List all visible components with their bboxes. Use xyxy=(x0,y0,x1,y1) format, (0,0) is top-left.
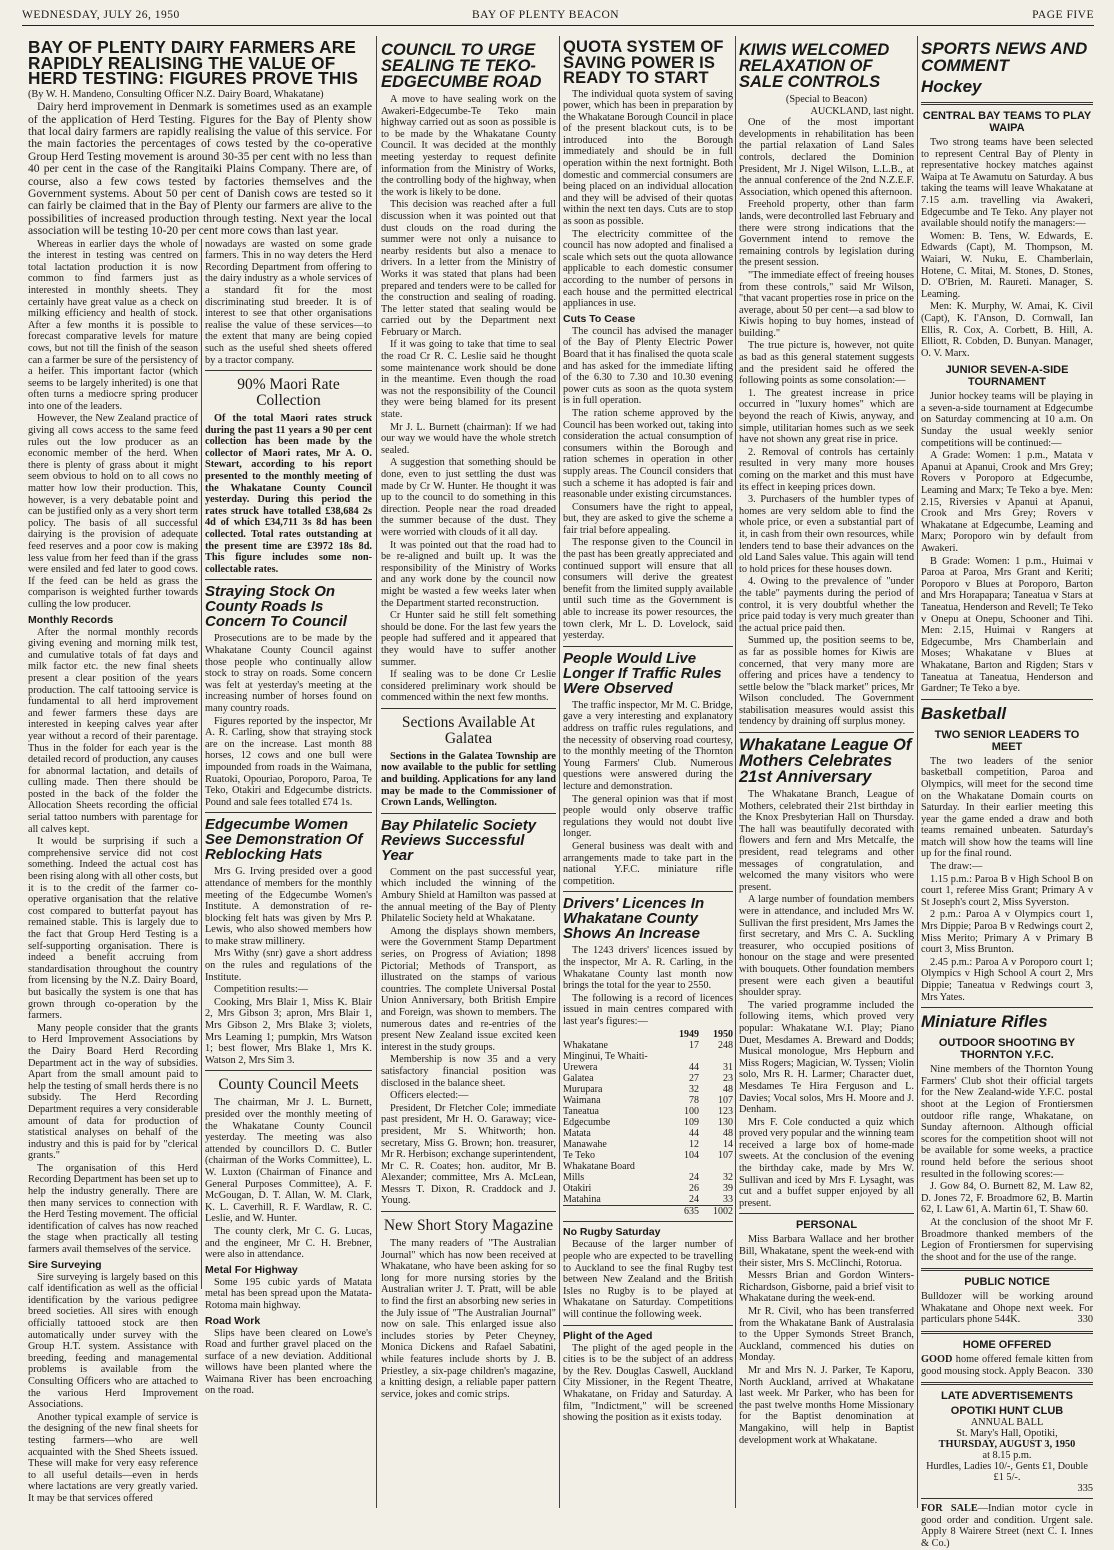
licence-count xyxy=(699,1051,733,1062)
article-para: Officers elected:— xyxy=(390,1090,469,1102)
article-para: Sire surveying is largely based on this calf identification as well as the official identification by the various pedigree breed societies. All sires with enough officially tattooed stock are then automatically under survey with the Group H.T. system. Assistance with breeding, feeding and managemental problems is available from the Consulting Officers who are attached to the various Herd Improvement Associations. xyxy=(28,1271,198,1411)
article-para: The traffic inspector, Mr M. C. Bridge, gave a very interesting and explanatory address on traffic rules regulations, and the necessity of observing road courtesy, to the monthly meeting of the Thornton Young Farmers' Club. Numerous questions were answered during the lecture and demonstration. xyxy=(563,699,733,792)
licence-place: Te Teko xyxy=(563,1150,596,1162)
edgecumbe-women-heading: Edgecumbe Women See Demonstration Of Reblocking Hats xyxy=(205,816,363,864)
article-para: Mr J. L. Burnett (chairman): If we had our way we would have the whole stretch sealed. xyxy=(381,421,556,456)
article-para: Junior hockey teams will be playing in a seven-a-side tournament at Edgecumbe on Saturday commencing at 10 a.m. On Sunday the usual weekly senior competitions will be continued:— xyxy=(921,391,1093,449)
for-sale-ad xyxy=(921,1503,1093,1549)
article-para: Comment on the past successful year, which included the winning of the Ambury Shield at Hamilton was passed at the annual meeting of the Bay of Plenty Philatelic Society held at Whakatane. xyxy=(381,866,556,925)
licence-total: 635 xyxy=(665,1206,699,1218)
licence-count xyxy=(699,1161,733,1172)
article-para: The true picture is, however, not quite as bad as this general statement suggests and the president said he offered the following points as some consolation:— xyxy=(739,340,914,387)
article-para: Summed up, the position seems to be, as far as possible homes for Kiwis are concerned, that very many more are offering and prices have a tendency to settle below the "black market" prices, Mr Wilson concluded. The Government stabilisation measures would assist this tendency by draining off surplus money. xyxy=(739,635,914,728)
article-para: The many readers of "The Australian Journal" which has now been received at Whakatane, who have been asking for so long for more nursing stories by the Australian writer J. T. Pratt, will be able to find the first an absorbing new series in the July issue of "The Australian Journal" now on sale. This enlarged issue also includes stories by Peter Cheyney, Monica Dickens and Rafael Sabatini, while features include shorts by J. B. Priestley, a six-page children's magazine, a knitting design, a reliable paper pattern service, jokes and comic strips. xyxy=(381,1238,556,1400)
licence-place: Urewera xyxy=(563,1062,598,1074)
licence-count xyxy=(665,1051,699,1062)
article-para: Membership is now 35 and a very satisfactory financial position was disclosed in the balance sheet. xyxy=(381,1054,556,1089)
licence-place: Whakatane xyxy=(563,1040,608,1052)
divider xyxy=(921,699,1093,700)
article-para: The chairman, Mr J. L. Burnett, presided over the monthly meeting of the Whakatane County Council yesterday. The meeting was also attended by councillors D. C. Butler (chairman of the Works Committee), L. W. Luxton (Chairman of Finance and General Purposes Committee), A. F. McGougan, D. T. Allan, W. M. Clark, K. L. Caverhill, R. F. Wardlaw, R. C. Leslie, and W. Hunter. xyxy=(205,1097,372,1225)
article-para: The following is a record of licences issued in main centres compared with last year's figures:— xyxy=(563,992,733,1027)
licence-row xyxy=(563,1139,733,1150)
article-para: 4. Owing to the prevalence of "under the table" payments during the period of control, it is very doubtful whether the price paid today is very much greater than the actual price paid then. xyxy=(739,576,914,634)
licence-place: Taneatua xyxy=(563,1106,599,1118)
article-para: Mr R. Civil, who has been transferred from the Whakatane Bank of Australasia to the Upper Symonds Street Branch, Auckland, commenced his duties on Monday. xyxy=(739,1306,914,1364)
ad-number: 330 xyxy=(1077,1365,1093,1377)
dairy-lead-para: Dairy herd improvement in Denmark is sometimes used as an example of the application of Herd Testing. Figures for the Bay of Plenty show that local dairy farmers are rapidly realising the value of this service. For the main factories the percentages of cows tested by the co-operative Group Herd Testing movement is around 30-35 per cent with no less than 40 per cent in the case of the Rangitaiki Plains Company. There are, of course, also a few cows tested by factories themselves and the Government systems. About 50 per cent of Danish cows are tested so it can fairly be claimed that in the Bay of Plenty our farmers are alive to the possibilities of increased production through testing. Next year the local association will be testing 10-20 per cent more cows than last year. xyxy=(28,100,372,238)
subheading-road-work: Road Work xyxy=(205,1314,261,1327)
licence-place: Matata xyxy=(563,1128,591,1140)
licence-row xyxy=(563,1051,733,1062)
dairy-headline: BAY OF PLENTY DAIRY FARMERS ARE RAPIDLY REALISING THE VALUE OF HERD TESTING: FIGURES PROVE THIS xyxy=(28,37,359,88)
article-para: Sections in the Galatea Township are now available to the public for settling and building. Applications for any land may be made to the Commissioner of Crown Lands, Wellington. xyxy=(381,750,556,809)
column-dairy xyxy=(28,38,372,1508)
article-para: Two strong teams have been selected to represent Central Bay of Plenty in representative hockey matches against Waipa at Te Awamutu on Saturday. A bus taking the teams will leave Whakatane at 7.15 a.m. travelling via Awakeri, Edgecumbe and Te Teko. Any player not available should notify the managers:— xyxy=(921,137,1093,230)
licence-count: 32 xyxy=(723,1172,733,1184)
subheading-monthly: Monthly Records xyxy=(28,613,114,626)
dairy-left-subcolumn xyxy=(28,238,198,1504)
licence-count: 17 xyxy=(689,1040,699,1052)
article-para: "The immediate effect of freeing houses from these controls," said Mr Wilson, "that vacant properties rose in price on the average, about 50 per cent—a sad blow to Kiwis hoping to buy homes, instead of building." xyxy=(739,269,914,339)
licence-row xyxy=(563,1106,733,1117)
article-para: The plight of the aged people in the cities is to be the subject of an address by the Rev. Douglas Caswell, Auckland City Missioner, in the Regent Theatre, Whakatane, on Friday and Saturday. A film, "Indictment," will be screened showing the position as it exists today. xyxy=(563,1342,733,1424)
licence-count: 48 xyxy=(723,1084,733,1096)
licence-count: 24 xyxy=(689,1172,699,1184)
article-para: The general opinion was that if most people would only observe traffic regulations they would not doubt live longer. xyxy=(563,793,733,840)
article-para: Another typical example of service is the designing of the new final sheets for testing farmers—who are well acquainted with the Shed Sheets issued. These will make for very easy reference to all useful details—even in herds where lactations are very greatly varied. It may be that services offered xyxy=(28,1411,198,1504)
year-header: 1950 xyxy=(713,1029,733,1041)
rugby-heading: No Rugby Saturday xyxy=(563,1226,661,1239)
divider xyxy=(563,1325,733,1326)
licence-place: Manawahe xyxy=(563,1139,607,1151)
licence-count: 107 xyxy=(718,1095,733,1107)
licence-count: 109 xyxy=(684,1117,699,1129)
column-council xyxy=(381,38,556,1508)
article-para: Many people consider that the grants to Herd Improvement Associations by the Dairy Board Herd Recording Department act in the way of subsidies. Apart from the small amount paid to help the testing of small herds there is no subsidy. The Herd Recording Department requires a very considerable amount of data for production of statistical analyses on behalf of the industry and this is paid for by "clerical grants." xyxy=(28,1022,198,1162)
licence-total-spacer xyxy=(563,1206,665,1218)
rifles-heading: Miniature Rifles xyxy=(921,1012,1048,1032)
article-para: Men: K. Murphy, W. Amai, K. Civil (Capt), K. I'Anson, D. Cornwall, Ian Ellis, R. Cox, A. Corbett, B. Hill, A. Elliott, R. Cobden, D. Bunyan. Manager, O. V. Marx. xyxy=(921,301,1093,359)
galatea-article xyxy=(381,751,556,809)
article-para: Cooking, Mrs Blair 1, Miss K. Blair 2, Mrs Gibson 3; apron, Mrs Blair 1, Mrs Gibson 2, Mrs Blake 3; violets, Mrs Leaming 1; pumpkin, Mrs Watson 1; best flower, Mrs Blake 1, Mrs K. Watson 2, Mrs Sim 3. xyxy=(205,996,372,1066)
article-para: The county clerk, Mr C. G. Lucas, and the engineer, Mr C. H. Brebner, were also in attendance. xyxy=(205,1225,372,1261)
divider xyxy=(205,579,372,580)
licence-count: 104 xyxy=(684,1150,699,1162)
aged-heading: Plight of the Aged xyxy=(563,1329,653,1342)
article-para: One of the most important developments in rehabilitation has been the partial relaxation of Land Sales controls, declared the Dominion President, Mr J. Nigel Wilson, L.L.B., at the annual conference of the 2nd N.Z.E.F. Association, which opened this afternoon. xyxy=(739,117,914,198)
article-para: At the conclusion of the shoot Mr F. Broadmore thanked members of the Legion of Frontiersmen for supervising the shoot and for the use of the range. xyxy=(921,1216,1093,1263)
article-para: Some 195 cubic yards of Matata metal has been spread upon the Matata-Rotoma main highway. xyxy=(205,1276,372,1311)
licence-count: 100 xyxy=(684,1106,699,1118)
dairy-subcolumns xyxy=(28,238,372,1504)
article-para: It would be surprising if such a comprehensive service did not cost something. Indeed the actual cost has been rising along with all other costs, but it is to the credit of the farmer co-operative organisation that the relative cost compared to butterfat payout has remained stable. This is largely due to the fact that Group Herd Testing is a self-supporting organisation. There is indeed a benefit accruing from standardisation throughout the country from licensing by the N.Z. Dairy Board, but basically the system is one that has grown through co-operation by the farmers. xyxy=(28,836,198,1022)
column-rule xyxy=(735,36,736,1508)
article-para: Consumers have the right to appeal, but, they are asked to give the scheme a fair trial before appealing. xyxy=(563,501,733,536)
dateline: AUCKLAND, last night. xyxy=(810,105,914,117)
licence-place: Waimana xyxy=(563,1095,601,1107)
column-kiwis xyxy=(739,38,914,1508)
article-para: The Whakatane Branch, League of Mothers, celebrated their 21st birthday in the Knox Presbyterian Hall on Thursday. The hall was beautifully decorated with flowers and fern and Mrs Metcalfe, the president, read telegrams and other messages of congratulation, and welcomed the many visitors who were present. xyxy=(739,789,914,893)
drivers-licences-heading: Drivers' Licences In Whakatane County Shows An Increase xyxy=(563,895,705,943)
article-para: Miss Barbara Wallace and her brother Bill, Whakatane, spent the week-end with their sister, Mrs S. McClinchi, Rotorua. xyxy=(739,1234,914,1269)
article-para: After the normal monthly records giving evening and morning milk test, and cumulative totals of fat days and milk factor etc. the new final sheets present a clear position of the years production. The calf tattooing service is fundamental to all herd improvement and fewer farmers these days are interested in keeping calves year after year without a record of their parentage. Thus in the folder for each year is the detailed record of production, any causes for abnormal lactation, and details of culling made. Then there should be posted in the back of the folder the Allocation Sheets recording the official serial tattoo numbers with parentage for all calves kept. xyxy=(28,626,198,835)
quota-headline: QUOTA SYSTEM OF SAVING POWER IS READY TO START xyxy=(563,38,724,87)
licence-count: 48 xyxy=(723,1128,733,1140)
page-number: PAGE FIVE xyxy=(1032,9,1094,21)
licence-count: 12 xyxy=(689,1139,699,1151)
ad-text xyxy=(921,1354,1093,1377)
column-quota xyxy=(563,38,733,1508)
article-para: The draw:— xyxy=(930,861,983,873)
article-para: Freehold property, other than farm lands, were decontrolled last February and there were strong indications that the Government intend to remove the remaining controls by legislation during the present session. xyxy=(739,199,914,269)
article-para: Nine members of the Thornton Young Farmers' Club shot their official targets for the New Zealand-wide Y.F.C. postal shoot at the Legion of Frontiersmen outdoor rifle range, Whakatane, on Sunday afternoon. Although official scores for the competition shoot will not be available for some weeks, a practice round held before the serious shoot resulted in the following scores:— xyxy=(921,1064,1093,1180)
licence-count: 24 xyxy=(689,1194,699,1206)
divider xyxy=(205,1070,372,1071)
article-para: A suggestion that something should be done, even to just settling the dust was made by Cr W. Hunter. He thought it was up to the council to do something in this direction. People near the road dreaded the summer because of the dust. They were worried with clouds of it all day. xyxy=(381,457,556,538)
ad-lead: FOR SALE xyxy=(921,1503,978,1515)
ad-number: 330 xyxy=(1077,1314,1093,1326)
ad-lead: GOOD xyxy=(921,1354,953,1366)
article-para: 3. Purchasers of the humbler types of homes are very seldom able to find the whole price, or even a substantial part of it, in cash from their own resources, while lenders tend to base their advances on the old Land Sales value. This again will tend to hold prices for these houses down. xyxy=(739,494,914,575)
divider xyxy=(921,1498,1093,1499)
article-para: 1. The greatest increase in price occurred in "luxury homes" which are beyond the reach of Kiwis, anyway, and simple, utilitarian homes such as we seek have not shown any great rise in price. xyxy=(739,387,914,446)
kiwis-headline: KIWIS WELCOMED RELAXATION OF SALE CONTROLS xyxy=(739,41,890,91)
licence-row xyxy=(563,1117,733,1128)
divider xyxy=(921,102,1093,105)
straying-stock-heading: Straying Stock On County Roads Is Concern To Council xyxy=(205,583,347,631)
divider xyxy=(205,370,372,371)
licence-row xyxy=(563,1150,733,1161)
article-para: The two leaders of the senior basketball competition, Paroa and Olympics, will meet for the second time on the Whakatane Domain courts on Saturday. In their earlier meeting this year the game ended a draw and both teams remained unbeaten. Saturday's match will show how the teams will line up for the final round. xyxy=(921,755,1093,860)
licence-count: 130 xyxy=(718,1117,733,1129)
licence-place: Otakiri xyxy=(563,1183,592,1195)
licence-count: 26 xyxy=(689,1183,699,1195)
central-bay-heading: CENTRAL BAY TEAMS TO PLAY WAIPA xyxy=(922,110,1092,134)
article-para: Slips have been cleared on Lowe's Road and further gravel placed on the surface of a new deviation. Additional willows have been planted where the Waimana River has been encroaching on the road. xyxy=(205,1327,372,1397)
licence-table xyxy=(563,1029,733,1217)
article-para: The varied programme included the following items, which proved very popular: Whakatane W.I. Play; Piano Duet, Mesdames A. Breward and Dodds; Musical monologue, Mrs Hepburn and Miss Rogers; Magician, W. Tyssen; Violin solo, Mrs R. H. Larmer; Character duet, Mesdames Te Hira Ferguson and L. Davies; Vocal solos, Mrs H. Moore and J. Denham. xyxy=(739,999,914,1116)
article-para: Women: B. Tens, W. Edwards, E. Edwards (Capt), M. Thompson, M. Waiari, W. Nuku, E. Chamberlain, Hotene, C. Mitai, M. Stones, D. Stones, D. O'Brien, M. Raureti. Manager, S. Leaming. xyxy=(921,230,1093,300)
article-para: Messrs Brian and Gordon Winters-Richardson, Gisborne, paid a brief visit to Whakatane during the week-end. xyxy=(739,1270,914,1305)
subcolumn-rule xyxy=(201,239,202,1289)
home-offered-ad xyxy=(921,1354,1093,1377)
hockey-heading: Hockey xyxy=(921,77,982,96)
licence-place: Mills xyxy=(563,1172,585,1184)
article-para: This decision was reached after a full discussion when it was pointed out that dust clouds on the road during the summer were not only a nuisance to nearby residents but also a menace to drivers. In a letter from the Ministry of Works it was stated that plans had been prepared and tenders were to be called for the construction and sealing of roading. The letter stated that sealing would be carried out by the Department next February or March. xyxy=(381,199,556,338)
article-para: If it was going to take that time to seal the road Cr R. C. Leslie said he thought some maintenance work should be done in the meantime. Even though the road was not the responsibility of the Council they were being blamed for its present state. xyxy=(381,339,556,421)
article-para: Prosecutions are to be made by the Whakatane County Council against those people who continually allow stock to stray on roads. Some concern was felt at yesterday's meeting at the increasing number of horses found on many country roads. xyxy=(205,633,372,714)
ball-date: THURSDAY, AUGUST 3, 1950 xyxy=(938,1439,1076,1451)
licence-count: 23 xyxy=(723,1073,733,1085)
article-para: 2 p.m.: Paroa A v Olympics court 1, Mrs Dippie; Paroa B v Redwings court 2, Miss Merito; Primary A v Primary B court 3, Miss Brunton. xyxy=(921,909,1093,956)
divider xyxy=(381,708,556,709)
licence-count: 107 xyxy=(718,1150,733,1162)
licence-row xyxy=(563,1040,733,1051)
article-para: The ration scheme approved by the Council has been worked out, taking into consideration the actual consumption of consumers within the Borough and ration schemes in operation in other supply areas. The Council considers that such a scheme it has adopted is fair and reasonable under existing circumstances. xyxy=(563,407,733,501)
special-to-beacon: (Special to Beacon) xyxy=(785,94,868,105)
sports-headline: SPORTS NEWS AND COMMENT xyxy=(921,39,1088,75)
divider xyxy=(921,1007,1093,1008)
hunt-club-name: OPOTIKI HUNT CLUB xyxy=(950,1405,1064,1418)
article-para: J. Gow 84, O. Burnett 82, M. Law 82, D. Jones 72, F. Broadmore 62, B. Martin 62, I. Law 61, A. Martin 61, T. Shaw 60. xyxy=(921,1181,1093,1216)
public-notice-ad xyxy=(921,1291,1093,1326)
article-para: A large number of foundation members were in attendance, and included Mrs W. Sullivan the first president, Mrs James the first secretary, and Mrs C. A. Suckling treasurer, who occupied positions of honour on the stage and were presented with bouquets. Other foundation members present were each given a beautiful shoulder spray. xyxy=(739,894,914,999)
ad-body: home offered female kitten from good mousing stock. Apply Beacon. xyxy=(921,1354,1093,1377)
article-para: General business was dealt with and arrangements made to take part in the national Y.F.C. miniature rifle competition. xyxy=(563,840,733,887)
article-para: The electricity committee of the council has now adopted and finalised a scale which sets out the quota allowance applicable to each domestic consumer according to the number of persons in each house and the permitted electrical appliances in use. xyxy=(563,228,733,310)
home-offered-heading: HOME OFFERED xyxy=(962,1339,1052,1352)
licence-count: 31 xyxy=(723,1062,733,1074)
licence-table-header xyxy=(563,1029,733,1040)
late-ads-heading: LATE ADVERTISEMENTS xyxy=(940,1390,1073,1403)
licence-row xyxy=(563,1073,733,1084)
article-para: Figures reported by the inspector, Mr A. R. Carling, show that straying stock are on the increase. Last month 88 horses, 12 cows and one bull were impounded from roads in the Waimana, Ruatoki, Opouriao, Poroporo, Paroa, Te Teko, Otakiri and Edgecumbe districts. Pound and sale fees totalled £74 1s. xyxy=(205,715,372,808)
dairy-right-subcolumn xyxy=(205,238,372,1397)
article-para: The 1243 drivers' licences issued by the inspector, Mr A. R. Carling, in the Whakatane County last month now brings the total for the year to 2550. xyxy=(563,945,733,992)
article-para: A Grade: Women: 1 p.m., Matata v Apanui at Apanui, Crook and Mrs Grey; Rovers v Poroporo at Edgecumbe, Leaming and Marx; Te Teko a bye. Men: 2.15, Riversies v Apanui at Apanui, Crook and Mrs Grey; Rovers v Whakatane at Edgecumbe, Leaming and Marx; Poroporo win by default from Awakeri. xyxy=(921,450,1093,554)
licence-count xyxy=(665,1161,699,1172)
article-para: It was pointed out that the road had to be re-aligned and built up. It was the responsibility of the Ministry of Works and any work done by the council now might be wasted a few weeks later when the Department started reconstruction. xyxy=(381,539,556,609)
ball-prices: Hurdles, Ladies 10/-, Gents £1, Double £1 5/-. xyxy=(926,1461,1088,1484)
subheading-sire: Sire Surveying xyxy=(28,1258,102,1271)
divider xyxy=(563,1221,733,1222)
licence-total: 1002 xyxy=(699,1206,733,1218)
dairy-byline: (By W. H. Mandeno, Consulting Officer N.Z. Dairy Board, Whakatane) xyxy=(28,88,324,100)
article-para: However, the New Zealand practice of giving all cows access to the same feed rules out the low producer as an economic member of the herd. When there is plenty of grass about it might seem obvious to hold on to all cows no matter how low their production. This, however, is a very debatable point and can be justified only as a very short term policy. The basis of all successful dairying is the provision of adequate feed reserves and a poor cow is making less value from her feed than if the grass were ensiled and fed later to good cows. If the feed can be held as grass the comparison is weighted further towards culling the low producer. xyxy=(28,413,198,610)
divider xyxy=(739,1213,914,1214)
licence-row xyxy=(563,1128,733,1139)
dairy-lead xyxy=(28,101,372,237)
philatelic-heading: Bay Philatelic Society Reviews Successful Year xyxy=(381,816,537,864)
licence-row xyxy=(563,1095,733,1106)
article-para: Whereas in earlier days the whole of the interest in testing was centred on total lactation production it is now common to find farmers just as interested in monthly sheets. They certainly have great value as a check on milking efficiency and health of stock. After a few months it is possible to forecast comparative levels for mature cows, but not till the finish of the season can a farmer be sure of the persistency of a heifer. This important factor (which seems to be largely inherited) is one that often turns a mediocre spring producer into one of the leaders. xyxy=(28,238,198,412)
divider xyxy=(205,812,372,813)
licence-row xyxy=(563,1183,733,1194)
divider xyxy=(921,1268,1093,1271)
licence-count: 39 xyxy=(723,1183,733,1195)
article-para: nowadays are wasted on some grade farmers. This in no way deters the Herd Recording Department from offering to the dairy industry as a whole services of a standard fit for the most discriminating stud breeder. It is of interest to see that other organisations realise the value of these services—to the extent that many are being copied such as the useful shed sheets offered by a tractor company. xyxy=(205,238,372,366)
article-para: Mrs G. Irving presided over a good attendance of members for the monthly meeting of the Edgecumbe Women's Institute. A demonstration of re-blocking felt hats was given by Mrs P. Lewis, who also showed members how to make straw millinery. xyxy=(205,866,372,947)
county-council-heading: County Council Meets xyxy=(218,1076,359,1094)
article-para: Cr Hunter said he still felt something should be done. For the last few years the people had suffered and it appeared that they would have to suffer another summer. xyxy=(381,610,556,668)
article-para: The council has advised the manager of the Bay of Plenty Electric Power Board that it has finalised the quota scale and has asked for the immediate lifting of the 6.30 to 7.30 and 10.30 evening power cuts as soon as the quota system is in full operation. xyxy=(563,325,733,407)
article-para: A move to have sealing work on the Awakeri-Edgecumbe-Te Teko main highway carried out as soon as possible is to be made by the Whakatane County Council. It was decided at the monthly meeting yesterday to request definite information from the Ministry of Works, the controlling body of the highway, when the work is likely to be done. xyxy=(381,94,556,198)
masthead xyxy=(22,9,1094,26)
licence-count: 27 xyxy=(689,1073,699,1085)
divider xyxy=(739,732,914,733)
licence-place: Whakatane Board xyxy=(563,1161,635,1173)
ball-time: at 8.15 p.m. xyxy=(982,1450,1032,1462)
licence-count: 78 xyxy=(689,1095,699,1107)
divider xyxy=(563,891,733,892)
hunt-club-ad xyxy=(921,1405,1093,1494)
article-para: President, Dr Fletcher Cole; immediate past president, Mr H. O. Garaway; vice-president, Mr S. Whitworth; hon. secretary, Miss G. Brown; hon. treasurer, Mr R. Herbison; exchange superintendent, Mr C. R. Coates; hon. auditor, Mr B. Alexander; committee, Mrs A. McLean, Messrs T. Dixon, R. Craddock and J. Young. xyxy=(381,1102,557,1207)
maori-rate-article xyxy=(205,413,372,575)
article-para: Mrs F. Cole conducted a quiz which proved very popular and the winning team received a large box of home-made sweets. At the conclusion of the evening the birthday cake, made by Mrs W. Sullivan and iced by Mrs F. Lysaght, was cut and a buffet supper enjoyed by all present. xyxy=(739,1116,914,1209)
public-notice-heading: PUBLIC NOTICE xyxy=(964,1276,1050,1289)
article-para: Among the displays shown members, were the Government Stamp Department series, on Progress of Aviation; 1898 Pictorial; Methods of Transport, as illustrated on the stamps of various countries. The complete Universal Postal Union Anniversary, both British Empire and Foreign, was shown to members. The numerous dates and re-entries of the present New Zealand issue excited keen interest in the study groups. xyxy=(381,925,556,1053)
ad-text xyxy=(921,1503,1093,1549)
article-para: Mr and Mrs N. J. Parker, Te Kaporu, North Auckland, arrived at Whakatane last week. Mr Parker, who has been for the past twelve months Home Missionary for the Baptist denomination at Mangakino, will help in Baptist development work at Whakatane. xyxy=(739,1364,914,1446)
ad-text xyxy=(921,1291,1093,1326)
licence-place: Edgecumbe xyxy=(563,1117,611,1129)
column-rule xyxy=(559,36,560,1508)
divider xyxy=(921,1382,1093,1385)
licence-count: 123 xyxy=(718,1106,733,1118)
divider xyxy=(381,1211,556,1212)
galatea-heading: Sections Available At Galatea xyxy=(401,713,536,747)
licence-place: Matahina xyxy=(563,1194,601,1206)
article-para: If sealing was to be done Cr Leslie considered preliminary work should be commenced within the next few months. xyxy=(381,669,556,704)
year-header: 1949 xyxy=(679,1029,699,1041)
column-sports xyxy=(921,38,1093,1550)
article-para: Of the total Maori rates struck during the past 11 years a 90 per cent collection has been made by the collector of Maori rates, Mr A. O. Stewart, according to his report presented to the monthly meeting of the Whakatane County Council yesterday. During this period the rates struck have totalled £38,684 2s 4d of which £34,711 3s 8d has been collected. Total rates outstanding at the present time are £3972 18s 8d. This figure includes some non-collectable rates. xyxy=(205,413,372,575)
divider xyxy=(381,813,556,814)
personal-heading: PERSONAL xyxy=(795,1219,858,1232)
article-para: 2.45 p.m.: Paroa A v Poroporo court 1; Olympics v High School A court 2, Mrs Dippie; Taneatua v Redwings court 3, Mrs Yates. xyxy=(921,956,1093,1003)
issue-date: WEDNESDAY, JULY 26, 1950 xyxy=(22,9,180,21)
article-para: The individual quota system of saving power, which has been in preparation by the Whakatane Borough Council in place of the present blackout cuts, is to be introduced into the Borough immediately and should be in full operation within the next fortnight. Both domestic and commercial consumers are being placed on an individual allocation and they will be advised of their quotas within the next ten days. Cuts are to stop as soon as possible. xyxy=(563,88,733,228)
junior-tournament-heading: JUNIOR SEVEN-A-SIDE TOURNAMENT xyxy=(945,364,1069,389)
licence-row xyxy=(563,1084,733,1095)
licence-count: 14 xyxy=(723,1139,733,1151)
article-para: Competition results:— xyxy=(214,984,309,996)
licence-row xyxy=(563,1194,733,1206)
traffic-heading: People Would Live Longer If Traffic Rules Were Observed xyxy=(563,649,722,697)
article-para: B Grade: Women: 1 p.m., Huimai v Paroa at Paroa, Mrs Grant and Keriti; Poroporo v Blues at Poroporo, Barton and Mrs Horapapara; Taneatua v Stars at Taneatua, Henderson and Revell; Te Teko v Onepu at Onepu, Schooner and Tihi. Men: 2.15, Huimai v Rangers at Edgecumbe, Mrs Chamberlain and Moses; Whakatane v Blues at Whakatane, Barton and Rigden; Stars v Taneatua at Taneatua, Henderson and Gardner; Te Teko a bye. xyxy=(921,555,1093,695)
maori-rate-heading: 90% Maori Rate Collection xyxy=(237,376,340,410)
licence-place: Murupara xyxy=(563,1084,603,1096)
licence-count: 248 xyxy=(718,1040,733,1052)
ad-number: 335 xyxy=(1077,1483,1093,1495)
licence-count: 33 xyxy=(723,1194,733,1206)
annual-ball: ANNUAL BALL xyxy=(970,1417,1044,1429)
licence-count: 44 xyxy=(689,1128,699,1140)
council-headline: COUNCIL TO URGE SEALING TE TEKO-EDGECUMBE ROAD xyxy=(381,41,542,91)
thornton-shooting-heading: OUTDOOR SHOOTING BY THORNTON Y.F.C. xyxy=(938,1037,1076,1062)
ball-venue: St. Mary's Hall, Opotiki, xyxy=(956,1428,1058,1440)
divider xyxy=(563,646,733,647)
article-para: 2. Removal of controls has certainly resulted in very many more houses coming on the market and this must have its effect in keeping prices down. xyxy=(739,446,914,493)
licence-total-row xyxy=(563,1206,733,1218)
article-para: Because of the larger number of people who are expected to be travelling to Auckland to see the final Rugby test between New Zealand and the British Isles no Rugby is to be played at Whakatane on Saturday. Competitions will continue the following week. xyxy=(563,1239,733,1321)
article-para: Mrs Withy (snr) gave a short address on the rules and regulations of the Institute. xyxy=(205,948,372,983)
divider xyxy=(921,1331,1093,1334)
basketball-heading: Basketball xyxy=(921,703,1007,723)
senior-leaders-heading: TWO SENIOR LEADERS TO MEET xyxy=(934,728,1080,753)
subheading-metal: Metal For Highway xyxy=(205,1263,298,1276)
licence-row xyxy=(563,1161,733,1172)
column-rule xyxy=(376,36,377,1508)
league-mothers-heading: Whakatane League Of Mothers Celebrates 21st Anniversary xyxy=(739,736,912,787)
licence-count: 44 xyxy=(689,1062,699,1074)
ad-body: Bulldozer will be working around Whakatane and Ohope next week. For particulars phone 544K. xyxy=(921,1291,1093,1326)
paper-name: BAY OF PLENTY BEACON xyxy=(472,9,620,21)
short-story-heading: New Short Story Magazine xyxy=(383,1217,554,1235)
licence-row xyxy=(563,1172,733,1183)
licence-row xyxy=(563,1062,733,1073)
licence-place: Minginui, Te Whaiti- xyxy=(563,1051,648,1063)
article-para: 1.15 p.m.: Paroa B v High School B on court 1, referee Miss Grant; Primary A v St Joseph's court 2, Miss Syverston. xyxy=(921,873,1093,908)
licence-place: Galatea xyxy=(563,1073,594,1085)
ad-body: —Indian motor cycle in good order and condition. Urgent sale. Apply 8 Wairere Street (next C. I. Innes & Co.) xyxy=(921,1503,1093,1550)
licence-count: 32 xyxy=(689,1084,699,1096)
column-rule xyxy=(917,36,918,1508)
article-para: The organisation of this Herd Recording Department has been set up to help the industry generally. There are then many services to connection with the Herd Testing movement. The official identification of calves has now reached the stage when practically all testing farmers avail themselves of the service. xyxy=(28,1162,198,1256)
subheading-cuts: Cuts To Cease xyxy=(563,312,636,325)
article-para: The response given to the Council in the past has been greatly appreciated and continued support will ensure that all consumers will derive the greatest benefit from the limited supply available until such time as the Government is able to increase its power resources, the town clerk, Mr L. D. Lovelock, said yesterday. xyxy=(563,537,733,642)
